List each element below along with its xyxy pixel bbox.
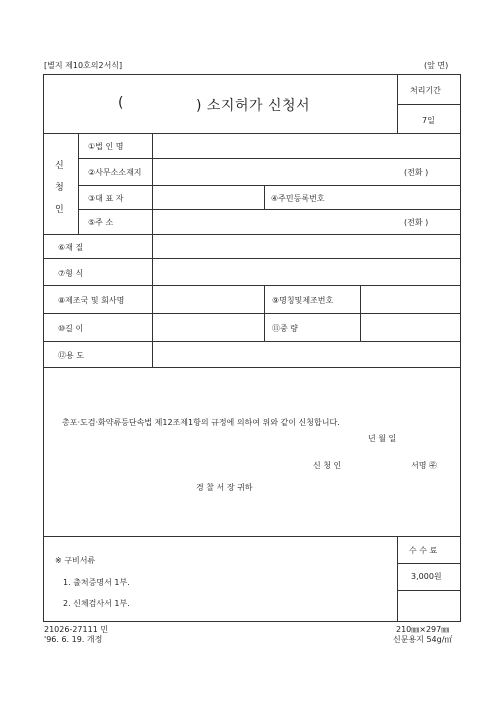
length-label: ⑩길 이 bbox=[58, 324, 84, 333]
corp-name-label: ①법 인 명 bbox=[88, 142, 124, 151]
form-reference: [별지 제10호의2서식] bbox=[44, 61, 123, 70]
applicant-group-char-2: 청 bbox=[55, 183, 64, 193]
applicant-signature-label: 신 청 인 bbox=[313, 461, 342, 470]
purpose-label: ⑫용 도 bbox=[58, 351, 84, 360]
office-location-label: ②사무소소재지 bbox=[88, 168, 142, 177]
shape-label: ⑦형 식 bbox=[58, 269, 84, 278]
address-label: ⑤주 소 bbox=[88, 218, 114, 227]
fee-label: 수 수 료 bbox=[409, 546, 438, 555]
form-title: ) 소지허가 신청서 bbox=[196, 98, 311, 114]
office-phone-label: (전화 ) bbox=[404, 168, 429, 177]
form-code: 21026-27111 민 bbox=[44, 625, 109, 634]
required-document-2: 2. 신체검사서 1부. bbox=[63, 599, 130, 608]
weight-label: ⑪중 량 bbox=[272, 324, 298, 333]
application-date: 년 월 일 bbox=[368, 434, 397, 443]
title-open-paren: ( bbox=[118, 95, 124, 111]
form-frame bbox=[43, 74, 461, 622]
resident-number-label: ④주민등록번호 bbox=[271, 194, 325, 203]
material-label: ⑥재 질 bbox=[58, 243, 84, 252]
representative-label: ③대 표 자 bbox=[88, 194, 124, 203]
maker-label: ⑧제조국 및 회사명 bbox=[58, 296, 125, 305]
applicant-group-char-1: 신 bbox=[55, 161, 64, 171]
processing-period-label: 처리기간 bbox=[410, 86, 441, 95]
required-documents-heading: ※ 구비서류 bbox=[55, 556, 96, 565]
applicant-group-char-3: 인 bbox=[55, 205, 64, 215]
page-side-label: (앞 면) bbox=[424, 61, 449, 70]
paper-size: 210㎜×297㎜ bbox=[396, 625, 450, 634]
model-serial-label: ⑨명칭및제조번호 bbox=[272, 296, 334, 305]
addressee: 경 찰 서 장 귀하 bbox=[196, 483, 253, 492]
processing-period-value: 7일 bbox=[422, 116, 435, 125]
paper-type: 신문용지 54g/㎡ bbox=[393, 635, 453, 644]
statement-text: 총포·도검·화약류등단속법 제12조제1항의 규정에 의하여 위와 같이 신청합니다. bbox=[62, 418, 340, 427]
address-phone-label: (전화 ) bbox=[404, 218, 429, 227]
fee-amount: 3,000원 bbox=[411, 572, 442, 581]
required-document-1: 1. 출처증명서 1부. bbox=[63, 578, 130, 587]
revision-date: '96. 6. 19. 개정 bbox=[44, 635, 103, 644]
signature-seal-label: 서명 ㉾ bbox=[411, 461, 437, 470]
